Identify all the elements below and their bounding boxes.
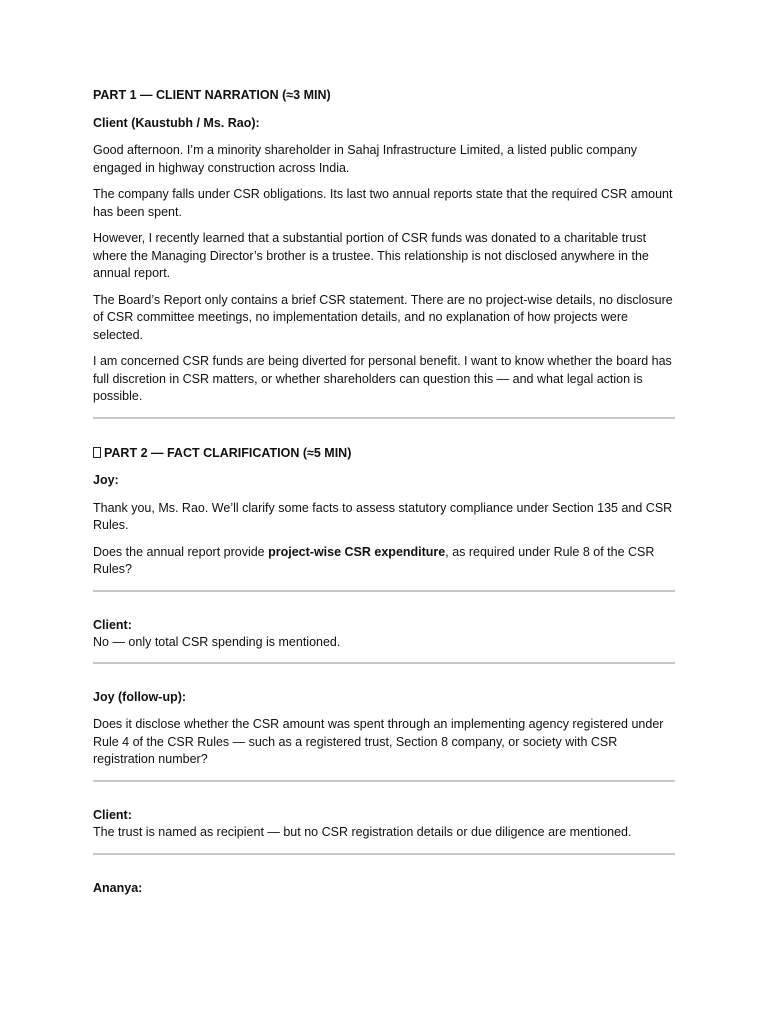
joy-intro: Thank you, Ms. Rao. We’ll clarify some facts to assess statutory compliance under Section 135 and CSR Rules. (93, 500, 673, 532)
document-page (93, 87, 675, 897)
narration-paragraph-3: However, I recently learned that a substantial portion of CSR funds was donated to a charitable trust where the Managing Director’s brother is a trustee. This relationship is not disclosed anywhere in the annual report. (93, 231, 649, 280)
divider (93, 417, 675, 419)
missing-glyph-icon (93, 447, 101, 458)
narration-paragraph-4: The Board’s Report only contains a brief CSR statement. There are no project-wise details, no disclosure of CSR committee meetings, no implementation details, and no explanation of how projects were selected. (93, 292, 673, 342)
part2-heading (93, 445, 675, 463)
narration-paragraph-5: I am concerned CSR funds are being diverted for personal benefit. I want to know whether the board has full discretion in CSR matters, or whether shareholders can question this — and what legal action is possible. (93, 354, 672, 403)
narration-paragraph-1: Good afternoon. I’m a minority shareholder in Sahaj Infrastructure Limited, a listed public company engaged in highway construction across India. (93, 143, 638, 175)
joy-followup-speaker: Joy (follow-up): (93, 689, 187, 704)
client-answer-2: The trust is named as recipient — but no CSR registration details or due diligence are mentioned. (93, 825, 632, 839)
divider (93, 780, 675, 782)
part2-heading-text: PART 2 — FACT CLARIFICATION (≈5 MIN) (104, 445, 352, 460)
joy-followup-question: Does it disclose whether the CSR amount was spent through an implementing agency registered under Rule 4 of the CSR Rules — such as a registered trust, Section 8 company, or society with CSR registration number? (93, 717, 664, 766)
divider (93, 853, 675, 855)
joy-question-1-after: , as required under Rule 8 of the CSR Rules? (93, 544, 655, 576)
joy-question-1-bold: project-wise CSR expenditure (268, 544, 446, 559)
joy-question-1-before: Does the annual report provide (93, 544, 269, 559)
client-speaker-1: Client: (93, 617, 132, 632)
divider (93, 590, 675, 592)
joy-question-1 (93, 544, 675, 579)
joy-speaker: Joy: (93, 473, 119, 487)
client-answer-1: No — only total CSR spending is mentioned. (93, 635, 341, 649)
part1-heading: PART 1 — CLIENT NARRATION (≈3 MIN) (93, 88, 331, 102)
client-speaker-2: Client: (93, 807, 132, 822)
narration-paragraph-2: The company falls under CSR obligations. Its last two annual reports state that the required CSR amount has been spent. (93, 187, 673, 219)
ananya-speaker: Ananya: (93, 880, 143, 895)
divider (93, 662, 675, 664)
client-narration-speaker: Client (Kaustubh / Ms. Rao): (93, 115, 260, 130)
